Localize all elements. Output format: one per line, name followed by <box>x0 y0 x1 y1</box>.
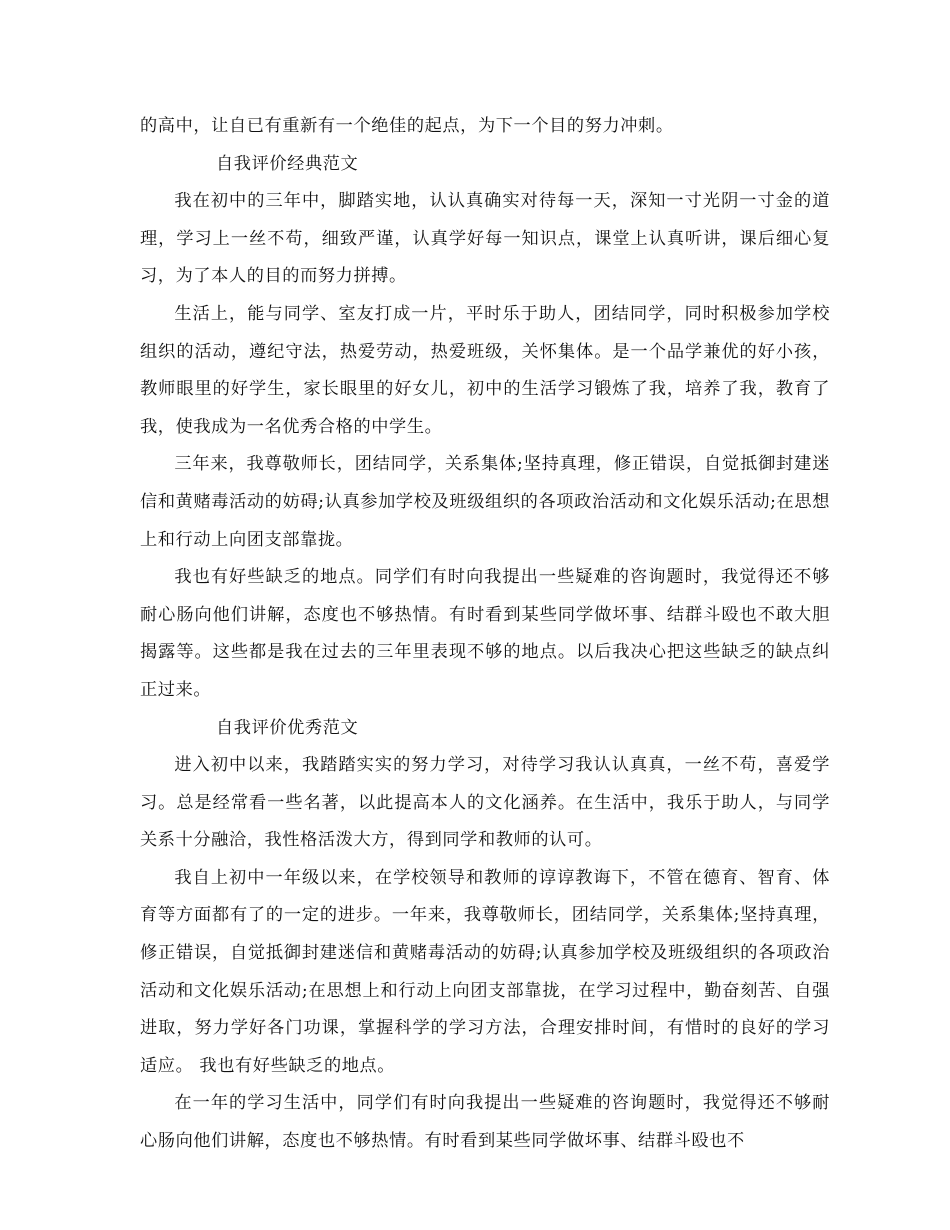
paragraph: 进入初中以来，我踏踏实实的努力学习，对待学习我认认真真，一丝不苟，喜爱学习。总是经常看一些名著，以此提高本人的文化涵养。在生活中，我乐于助人，与同学关系十分融洽，我性格活泼大方，得到同学和教师的认可。 <box>140 755 830 851</box>
paragraph: 我自上初中一年级以来，在学校领导和教师的谆谆教诲下，不管在德育、智育、体育等方面都有了的一定的进步。一年来，我尊敬师长，团结同学，关系集体;坚持真理，修正错误，自觉抵御封建迷信和黄赌毒活动的妨碍;认真参加学校及班级组织的各项政治活动和文化娱乐活动;在思想上和行动上向团支部靠拢，在学习过程中，勤奋刻苦、自强进取，努力学好各门功课，掌握科学的学习方法，合理安排时间，有惜时的良好的学习适应。 我也有好些缺乏的地点。 <box>140 867 830 1076</box>
section-heading-excellent: 自我评价优秀范文 <box>216 717 359 738</box>
paragraph: 在一年的学习生活中，同学们有时向我提出一些疑难的咨询题时，我觉得还不够耐心肠向他们讲解，态度也不够热情。有时看到某些同学做坏事、结群斗殴也不 <box>140 1093 830 1152</box>
paragraph: 我也有好些缺乏的地点。同学们有时向我提出一些疑难的咨询题时，我觉得还不够耐心肠向他们讲解，态度也不够热情。有时看到某些同学做坏事、结群斗殴也不敢大胆揭露等。这些都是我在过去的三年里表现不够的地点。以后我决心把这些缺乏的缺点纠正过来。 <box>140 567 830 700</box>
section-excellent <box>140 710 830 1161</box>
paragraph: 我在初中的三年中，脚踏实地，认认真确实对待每一天，深知一寸光阴一寸金的道理，学习上一丝不苟，细致严谨，认真学好每一知识点，课堂上认真听讲，课后细心复习，为了本人的目的而努力拼搏。 <box>140 191 830 287</box>
continuation-paragraph: 的高中，让自已有重新有一个绝佳的起点，为下一个目的努力冲刺。 <box>140 116 674 136</box>
paragraph: 生活上，能与同学、室友打成一片，平时乐于助人，团结同学，同时积极参加学校组织的活动，遵纪守法，热爱劳动，热爱班级，关怀集体。是一个品学兼优的好小孩，教师眼里的好学生，家长眼里的好女儿，初中的生活学习锻炼了我，培养了我，教育了我，使我成为一名优秀合格的中学生。 <box>140 303 830 437</box>
section-classic <box>140 146 830 710</box>
section-heading-classic: 自我评价经典范文 <box>216 153 359 174</box>
paragraph: 三年来，我尊敬师长，团结同学，关系集体;坚持真理，修正错误，自觉抵御封建迷信和黄赌毒活动的妨碍;认真参加学校及班级组织的各项政治活动和文化娱乐活动;在思想上和行动上向团支部靠拢。 <box>140 454 830 550</box>
document-page <box>140 108 830 1161</box>
